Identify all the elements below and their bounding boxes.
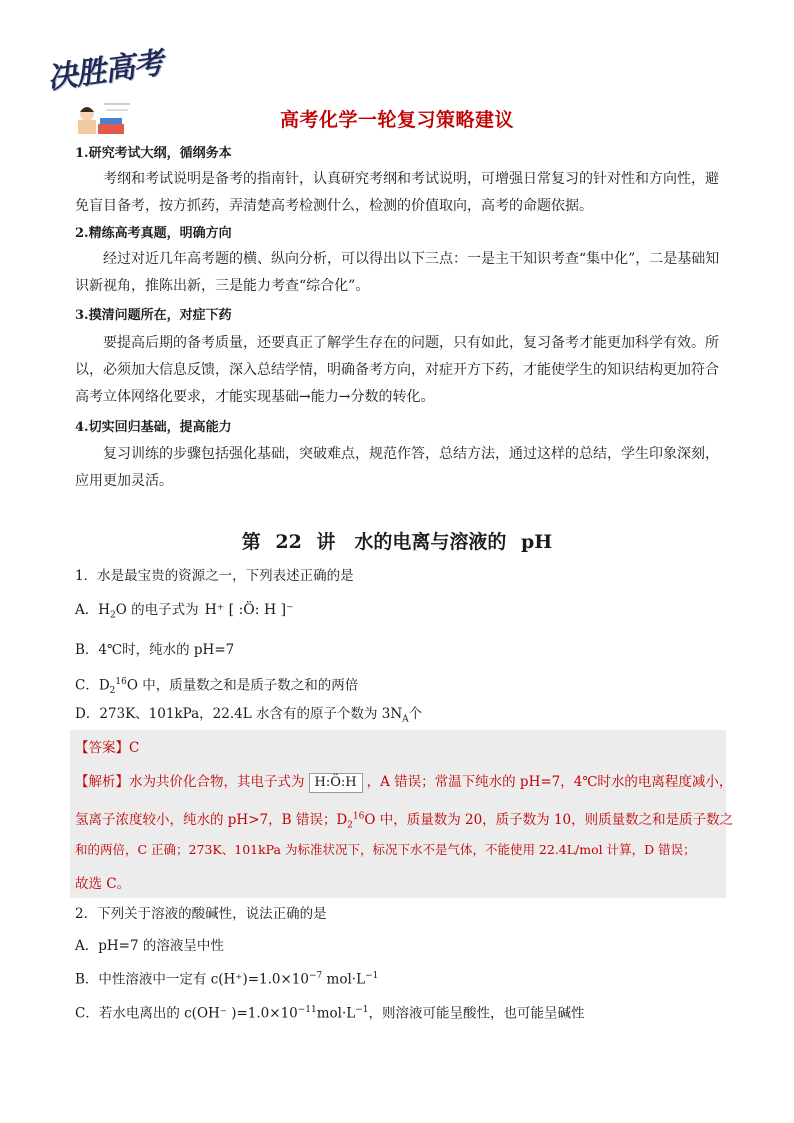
logo-text: 决胜高考 (45, 45, 165, 97)
analysis-label: 【解析】 (75, 774, 129, 790)
document-title: 高考化学一轮复习策略建议 (279, 109, 514, 131)
electron-formula-a: H⁺ [ :Ö: H ]⁻ (204, 602, 294, 618)
answer-value: C (129, 740, 140, 756)
section-body-4: 复习训练的步骤包括强化基础，突破难点，规范作答，总结方法，通过这样的总结，学生印象深刻，应用更加灵活。 (75, 446, 719, 489)
analysis-line-1: 【解析】水为共价化合物，其电子式为 H:Ö:H ，A 错误；常温下纯水的 pH=7，4℃时水的电离程度减小， (75, 770, 732, 793)
answer-label: 【答案】 (75, 740, 129, 756)
q2-option-c: C．若水电离出的 c(OH⁻ )$=1.0\times 10^{-11}mol\cdot L^{-1}$，则溶液可能呈酸性，也可能呈碱性 (75, 1005, 585, 1022)
answer-box (70, 730, 734, 898)
electron-formula-correct: H:Ö:H (309, 773, 363, 793)
section-heading-1: 1.研究考试大纲，循纲务本 (75, 146, 232, 161)
q2-option-a: A．pH=7 的溶液呈中性 (75, 938, 224, 954)
section-body-3: 要提高后期的备考质量，还要真正了解学生存在的问题，只有如此，复习备考才能更加科学有效。所以，必须加大信息反馈，深入总结学情，明确备考方向，对症开方下药，才能使学生的知识结构更加符合高考立体网络化要求，才能实现基础→能力→分数的转化。 (75, 335, 719, 405)
section-body-1: 考纲和考试说明是备考的指南针，认真研究考纲和考试说明，可增强日常复习的针对性和方向性，避免盲目备考，按方抓药，弄清楚高考检测什么，检测的价值取向，高考的命题依据。 (75, 171, 719, 214)
q1-option-d: D．273K、101kPa，22.4L 水含有的原子个数为 $3N_A$个 (75, 706, 423, 725)
analysis-line-2: 氢离子浓度较小，纯水的 pH>7，B 错误；$D_2^{16}O$ 中，质量数为 20，质子数为 10，则质量数之和是质子数之 (75, 811, 734, 831)
analysis-line-4: 故选 C。 (75, 876, 131, 892)
section-heading-3: 3.摸清问题所在，对症下药 (75, 308, 232, 323)
section-heading-4: 4.切实回归基础，提高能力 (75, 420, 232, 435)
q1-option-b: B．4℃时，纯水的 pH=7 (75, 642, 235, 658)
q1-stem: 1．水是最宝贵的资源之一，下列表述正确的是 (75, 568, 354, 584)
q1-option-c: C．$D_2^{16}O$ 中，质量数之和是质子数之和的两倍 (75, 677, 359, 697)
analysis-line-3: 和的两倍，C 正确；273K、101kPa 为标准状况下，标况下水不是气体，不能使用 22.4L/mol 计算，D 错误； (75, 842, 696, 857)
section-heading-2: 2.精练高考真题，明确方向 (75, 226, 232, 241)
lesson-title: 第 22 讲 水的电离与溶液的 pH (241, 531, 553, 553)
q1-option-a: A．$H_2O$ 的电子式为 H⁺ [ :Ö: H ]⁻ (75, 602, 294, 621)
answer-line (75, 736, 139, 756)
section-body-2: 经过对近几年高考题的横、纵向分析，可以得出以下三点：一是主干知识考查“集中化”，二是基础知识新视角，推陈出新，三是能力考查“综合化”。 (75, 251, 720, 294)
q2-stem: 2．下列关于溶液的酸碱性，说法正确的是 (75, 906, 327, 922)
q2-option-b: B．中性溶液中一定有 $c(H^+)=1.0\times 10^{-7}$ $mol\cdot L^{-1}$ (75, 971, 379, 988)
